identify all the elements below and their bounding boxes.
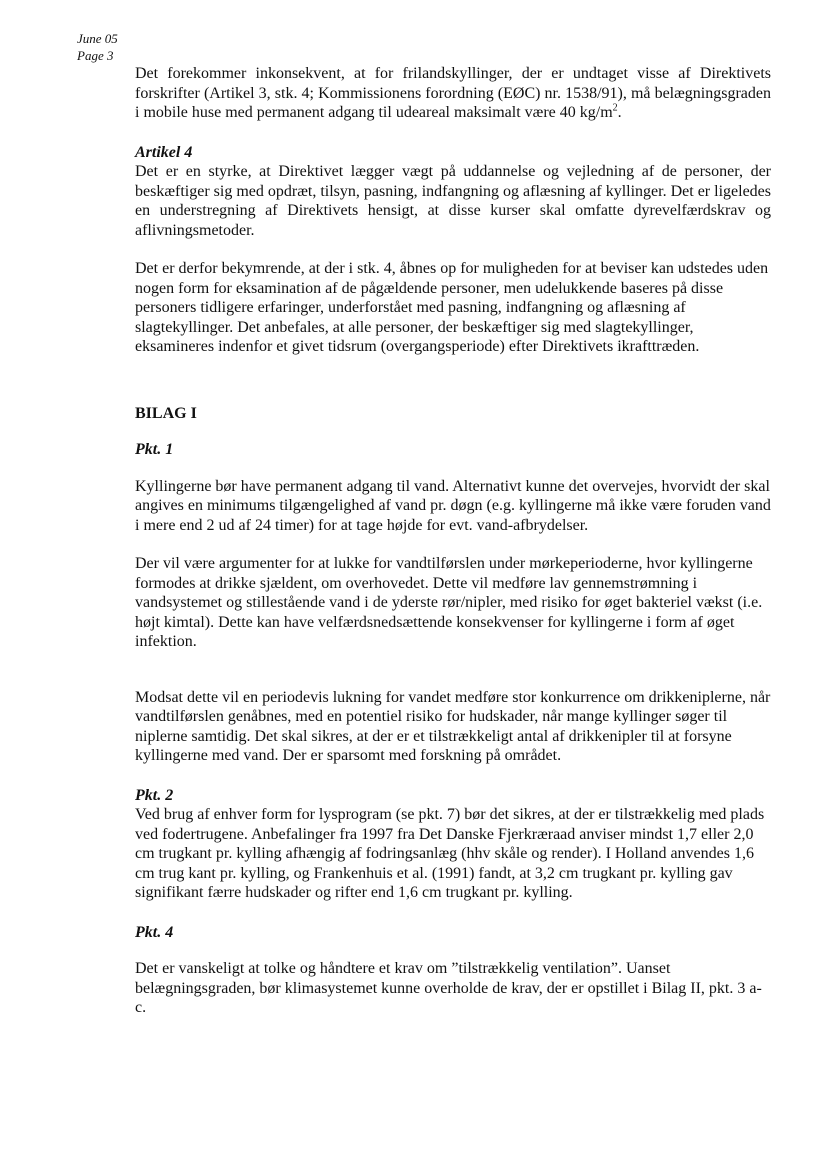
document-body — [135, 64, 771, 1018]
header-date: June 05 — [77, 31, 118, 46]
intro-end: . — [617, 104, 622, 121]
pkt1-paragraph-2: Der vil være argumenter for at lukke for vandtilførslen under mørkeperioderne, hvor kyllingerne formodes at drikke sjældent, om overhovedet. Dette vil medføre lav gennemstrømning i vandsystemet og stillestående vand i de yderste rør/nipler, med risiko for øget bakteriel vækst (i.e. højt kimtal). Dette kan have velfærdsnedsættende konsekvenser for kyllingerne i form af øget infektion. — [135, 555, 763, 650]
pkt1-paragraph-3: Modsat dette vil en periodevis lukning for vandet medføre stor konkurrence om drikkeniplerne, når vandtilførslen genåbnes, med en potentiel risiko for hudskader, når mange kyllinger søger til niplerne samtidig. Det skal sikres, at der er et tilstrækkeligt antal af drikkenipler til at forsyne kyllingerne med vand. Der er sparsomt med forskning på området. — [135, 688, 771, 764]
intro-paragraph — [135, 64, 771, 123]
pkt4-heading: Pkt. 4 — [135, 923, 174, 941]
bilag-heading: BILAG I — [135, 404, 197, 422]
artikel4-heading: Artikel 4 — [135, 143, 193, 161]
page-header — [77, 30, 118, 64]
pkt4-paragraph-1: Det er vanskeligt at tolke og håndtere et krav om ”tilstrækkelig ventilation”. Uanset belægningsgraden, bør klimasystemet kunne overholde de krav, der er opstillet i Bilag II, pkt. 3 a-c. — [135, 960, 762, 1016]
pkt1-paragraph-1: Kyllingerne bør have permanent adgang til vand. Alternativt kunne det overvejes, hvorvidt der skal angives en minimums tilgængelighed af vand pr. døgn (e.g. kyllingerne må ikke være foruden vand i mere end 2 ud af 24 timer) for at tage højde for evt. vand-afbrydelser. — [135, 477, 771, 534]
artikel4-paragraph-1: Det er en styrke, at Direktivet lægger vægt på uddannelse og vejledning af de personer, der beskæftiger sig med opdræt, tilsyn, pasning, indfangning og aflæsning af kyllinger. Det er ligeledes en understregning af Direktivets hensigt, at disse kurser skal omfatte dyrevelfærdskrav og aflivningsmetoder. — [135, 163, 771, 239]
pkt2-heading: Pkt. 2 — [135, 786, 174, 804]
intro-text: Det forekommer inkonsekvent, at for frilandskyllinger, der er undtaget visse af Direktivets forskrifter (Artikel 3, stk. 4; Kommissionens forordning (EØC) nr. 1538/91), må belægningsgraden i mobile huse med permanent adgang til udeareal maksimalt være 40 kg/m — [135, 65, 771, 121]
artikel4-paragraph-2: Det er derfor bekymrende, at der i stk. 4, åbnes op for muligheden for at beviser kan udstedes uden nogen form for eksamination af de pågældende personer, men udelukkende baseres på disse personers tidligere erfaringer, underforstået med pasning, indfangning og aflæsning af slagtekyllinger. Det anbefales, at alle personer, der beskæftiger sig med slagtekyllinger, eksamineres indenfor et givet tidsrum (overgangsperiode) efter Direktivets ikrafttræden. — [135, 260, 769, 355]
pkt1-heading: Pkt. 1 — [135, 441, 174, 458]
pkt2-paragraph-1: Ved brug af enhver form for lysprogram (se pkt. 7) bør det sikres, at der er tilstrækkelig med plads ved fodertrugene. Anbefalinger fra 1997 fra Det Danske Fjerkræraad anviser mindst 1,7 eller 2,0 cm trugkant pr. kylling afhængig af fodringsanlæg (hhv skåle og render). I Holland anvendes 1,6 cm trug kant pr. kylling, og Frankenhuis et al. (1991) fandt, at 3,2 cm trugkant pr. kylling gav signifikant færre hudskader og rifter end 1,6 cm trugkant pr. kylling. — [135, 806, 765, 901]
intro-superscript: 2 — [612, 102, 618, 114]
header-page-number: Page 3 — [77, 48, 114, 63]
